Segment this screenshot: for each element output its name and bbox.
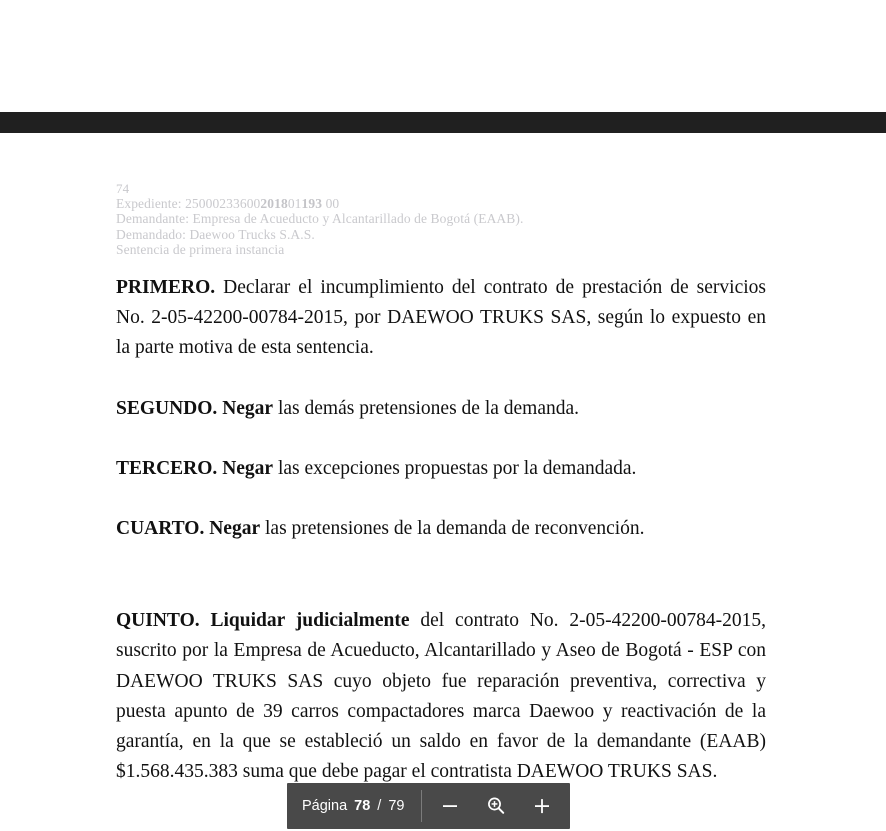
paragraph-cuarto	[116, 514, 766, 544]
header-folio-number: 74	[116, 181, 130, 196]
paragraph-segundo-text: las demás pretensiones de la demanda.	[273, 397, 580, 419]
zoom-in-magnifier-icon	[485, 795, 507, 817]
expediente-part-1: 25000233600	[185, 196, 261, 212]
zoom-controls-group	[422, 783, 570, 829]
current-page-value[interactable]: 78	[354, 798, 371, 814]
paragraph-segundo	[116, 394, 766, 424]
zoom-level-button[interactable]	[482, 792, 510, 820]
paragraph-primero-ordinal: PRIMERO.	[116, 277, 216, 298]
paragraph-tercero-ordinal: TERCERO.	[116, 457, 218, 479]
paragraph-cuarto-verb: Negar	[204, 518, 261, 540]
paragraph-quinto-text: del contrato No. 2-05-42200-00784-2015, suscrito por la Empresa de Acueducto, Alcantarillado y Aseo de Bogotá - ESP con DAEWOO TRUKS SAS cuyo objeto fue reparación preventiva, correctiva y puesta apunto de 39 carros compactadores marca Daewoo y reactivación de la garantía, en la que se estableció un saldo en favor de la demandante (EAAB) $1.568.435.383 suma que debe pagar el contratista DAEWOO TRUKS SAS.	[116, 610, 766, 783]
zoom-out-button[interactable]	[436, 792, 464, 820]
header-demandado-line: Demandado: Daewoo Trucks S.A.S.	[116, 226, 315, 242]
paragraph-primero-text: Declarar el incumplimiento del contrato de prestación de servicios No. 2-05-42200-00784-2015, por DAEWOO TRUKS SAS, según lo expuesto en la parte motiva de esta sentencia.	[116, 277, 766, 359]
pdf-viewer-toolbar	[287, 783, 570, 829]
viewer-top-blank-area	[0, 0, 886, 112]
page-label: Página	[302, 798, 348, 814]
paragraph-quinto-ordinal: QUINTO	[116, 610, 195, 632]
expediente-year: 2018	[260, 196, 288, 212]
pdf-page-sheet	[0, 133, 886, 831]
document-body-text	[116, 273, 766, 787]
paragraph-quinto-verb: . Liquidar judicialmente	[194, 610, 410, 632]
header-expediente-line	[116, 196, 816, 211]
header-tipo-line: Sentencia de primera instancia	[116, 241, 285, 257]
expediente-part-3: 00	[322, 196, 340, 212]
expediente-label: Expediente:	[116, 196, 186, 212]
paragraph-cuarto-text: las pretensiones de la demanda de reconvención.	[260, 518, 645, 540]
plus-icon	[532, 796, 552, 816]
paragraph-tercero-text: las excepciones propuestas por la demandada.	[273, 457, 637, 479]
paragraph-tercero-verb: Negar	[217, 457, 274, 479]
document-header-block	[116, 181, 816, 257]
expediente-serial: 193	[301, 196, 323, 212]
total-pages-value: 79	[388, 798, 405, 814]
paragraph-cuarto-ordinal: CUARTO.	[116, 518, 205, 540]
minus-icon	[440, 796, 460, 816]
paragraph-segundo-ordinal: SEGUNDO.	[116, 397, 218, 419]
header-demandante-line: Demandante: Empresa de Acueducto y Alcantarillado de Bogotá (EAAB).	[116, 211, 524, 227]
page-indicator[interactable]	[287, 783, 421, 829]
zoom-in-button[interactable]	[528, 792, 556, 820]
paragraph-tercero	[116, 454, 766, 484]
page-separator: /	[377, 798, 382, 814]
paragraph-segundo-verb: Negar	[217, 397, 274, 419]
expediente-part-2: 01	[287, 196, 302, 212]
paragraph-quinto	[116, 606, 766, 787]
pdf-page-gap-band	[0, 112, 886, 133]
paragraph-primero	[116, 273, 766, 364]
